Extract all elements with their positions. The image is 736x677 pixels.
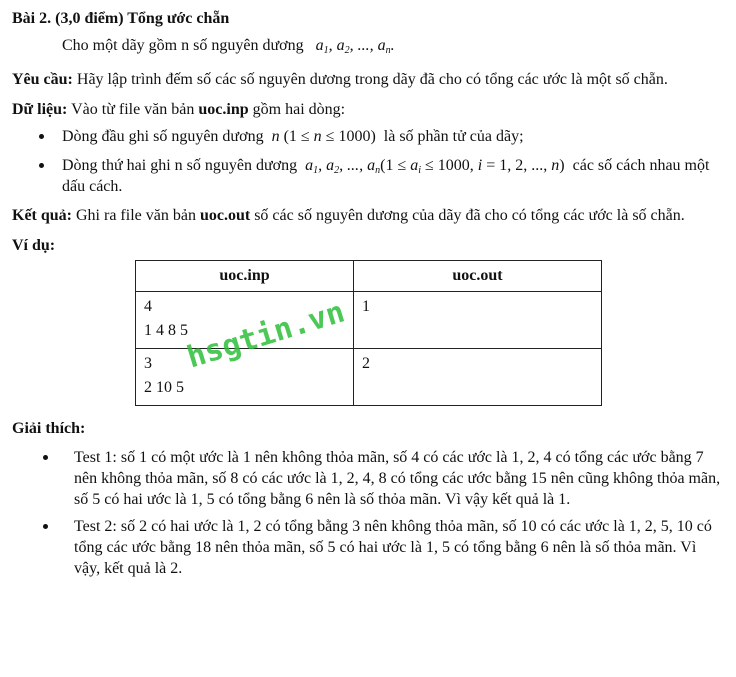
problem-intro [12,35,726,56]
intro-text: Cho một dãy gồm n số nguyên dương [62,37,304,54]
input-line2-item [12,155,726,197]
site-watermark: hsgtin.vn [183,294,349,376]
example-header-row [136,261,602,292]
example-2-input-line2: 2 10 5 [144,379,184,396]
input-line1-math: n (1 ≤ n ≤ 1000) [267,128,376,145]
example-2-output: 2 [354,349,602,406]
output-section [12,205,726,226]
input-line1-before: Dòng đầu ghi số nguyên dương [62,128,264,145]
example-1-input-line2: 1 4 8 5 [144,322,188,339]
output-label: Kết quả: [12,207,72,224]
input-section [12,99,726,120]
example-1-input-line1: 4 [144,298,152,315]
example-label: Ví dụ: [12,237,56,254]
output-filename: uoc.out [199,207,251,224]
output-text-before: Ghi ra file văn bản [72,207,200,224]
input-line1-item [12,126,726,147]
problem-title: Bài 2. (3,0 điểm) Tổng ước chẵn [12,10,230,27]
input-line2-before: Dòng thứ hai ghi n số nguyên dương [62,157,298,174]
explanation-label: Giải thích: [12,420,86,437]
explanation-list [12,447,726,579]
output-text-after: số các số nguyên dương của dãy đã cho có tổng các ước là số chẵn. [250,207,685,224]
requirement-text: Hãy lập trình đếm số các số nguyên dương trong dãy đã cho có tổng các ước là một số chẵn. [72,71,668,88]
header-output-file: uoc.out [354,261,602,292]
input-format-list [12,126,726,197]
input-text-before: Vào từ file văn bản [67,101,199,118]
problem-document [12,8,726,585]
example-2-input-line1: 3 [144,355,152,372]
input-line1-after: là số phần tử của dãy; [383,128,524,145]
requirement-section [12,69,726,90]
intro-sequence-math: $a_1$, $a_2$, ..., $a_n$. [307,37,395,56]
input-line2-after: các số cách nhau một dấu cách. [62,157,710,195]
input-label: Dữ liệu: [12,101,68,118]
header-input-file: uoc.inp [136,261,354,292]
input-text-after: gồm hai dòng: [248,101,346,118]
explanation-test-2: Test 2: số 2 có hai ước là 1, 2 có tổng bằng 3 nên không thỏa mãn, số 10 có các ước là 1, 2, 5, 10 có tổng các ước bằng 18 nên thỏa mãn, số 5 có hai ước là 1, 5 có tổng bằng 6 nên là số thỏa mãn. Vì vậy, kết quả là 2. [12,516,726,579]
example-table [135,260,602,406]
input-line2-math: $a_1$, $a_2$, ..., $a_n(1 \le a_i \le 1000$, i = 1, 2, ..., n) [301,157,565,176]
input-filename: uoc.inp [198,101,249,118]
example-1-output: 1 [354,292,602,349]
explanation-test-1: Test 1: số 1 có một ước là 1 nên không thỏa mãn, số 4 có các ước là 1, 2, 4 có tổng các ước bằng 7 nên không thỏa mãn, số 8 có các ước là 1, 2, 4, 8 có tổng các ước bằng 15 nên cũng không thỏa mãn, số 5 có hai ước là 1, 5 có tổng bằng 6 nên là số thỏa mãn. Vì vậy kết quả là 1. [12,447,726,510]
requirement-label: Yêu cầu: [12,71,73,88]
